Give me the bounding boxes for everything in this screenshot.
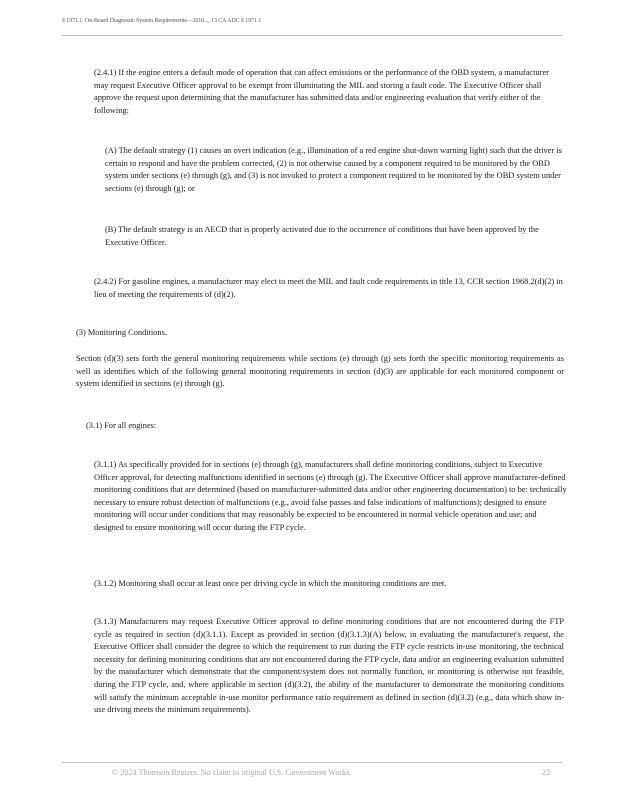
running-header: § 1971.1. On-Board Diagnostic System Requirements—2010..., 13 CA ADC § 1971.1 (62, 18, 262, 24)
paragraph-3-1-1: (3.1.1) As specifically provided for in sections (e) through (g), manufacturers shall define monitoring conditions, subject to Executive Officer approval, for detecting malfunctions identified in sections (e) through (g). The Executive Officer shall approve manufacturer-defined monitoring conditions that are determined (based on manufacturer-submitted data and/or other engineering documentation) to be: technically necessary to ensure robust detection of malfunctions (e.g., avoid false passes and false indications of malfunctions); designed to ensure monitoring will occur under conditions that may reasonably be expected to be encountered in normal vehicle operation and use; and designed to ensure monitoring will occur during the FTP cycle. (94, 460, 567, 532)
paragraph-3-1-2: (3.1.2) Monitoring shall occur at least once per driving cycle in which the monitoring conditions are met. (94, 579, 447, 588)
heading-monitoring-conditions: (3) Monitoring Conditions. (76, 328, 167, 337)
header-divider (62, 35, 562, 36)
copyright-notice: © 2024 Thomson Reuters. No claim to original U.S. Government Works. (112, 768, 352, 777)
footer-divider (62, 762, 562, 763)
heading-all-engines: (3.1) For all engines: (86, 421, 157, 430)
paragraph-2-4-1-a: (A) The default strategy (1) causes an overt indication (e.g., illumination of a red engine shut-down warning light) such that the driver is certain to respond and have the problem corrected, (2) is not otherwise caused by a component required to be monitored by the OBD system under sections (e) through (g), and (3) is not invoked to protect a component required to be monitored by the OBD system under sections (e) through (g); or (105, 146, 562, 193)
paragraph-2-4-2: (2.4.2) For gasoline engines, a manufacturer may elect to meet the MIL and fault code requirements in title 13, CCR section 1968.2(d)(2) in lieu of meeting the requirements of (d)(2). (94, 277, 563, 299)
paragraph-3-1-3: (3.1.3) Manufacturers may request Executive Officer approval to define monitoring conditions that are not encountered during the FTP cycle as required in section (d)(3.1.1). Except as provided in section (d)(3.1.3)(A) below, in evaluating the manufacturer's request, the Executive Officer shall consider the degree to which the requirement to run during the FTP cycle restricts in-use monitoring, the technical necessity for defining monitoring conditions that are not encountered during the FTP cycle, data and/or an engineering evaluation submitted by the manufacturer which demonstrate that the component/system does not normally function, or monitoring is otherwise not feasible, during the FTP cycle, and, where applicable in section (d)(3.2), the ability of the manufacturer to demonstrate the monitoring conditions will satisfy the minimum acceptable in-use monitor performance ratio requirement as defined in section (d)(3.2) (e.g., data which show in-use driving meets the minimum requirements). (94, 617, 564, 715)
page-number: 22 (542, 768, 551, 777)
paragraph-2-4-1: (2.4.1) If the engine enters a default mode of operation that can affect emissions or the performance of the OBD system, a manufacturer may request Executive Officer approval to be exempt from illuminating the MIL and storing a fault code. The Executive Officer shall approve the request upon determining that the manufacturer has submitted data and/or engineering evaluation that verify either of the following: (94, 68, 549, 115)
paragraph-section-d3: Section (d)(3) sets forth the general monitoring requirements while sections (e) through (g) sets forth the specific monitoring requirements as well as identifies which of the following general monitoring requirements in section (d)(3) are applicable for each monitored component or system identified in sections (e) through (g). (76, 354, 564, 389)
paragraph-2-4-1-b: (B) The default strategy is an AECD that is properly activated due to the occurrence of conditions that have been approved by the Executive Officer. (105, 225, 539, 247)
